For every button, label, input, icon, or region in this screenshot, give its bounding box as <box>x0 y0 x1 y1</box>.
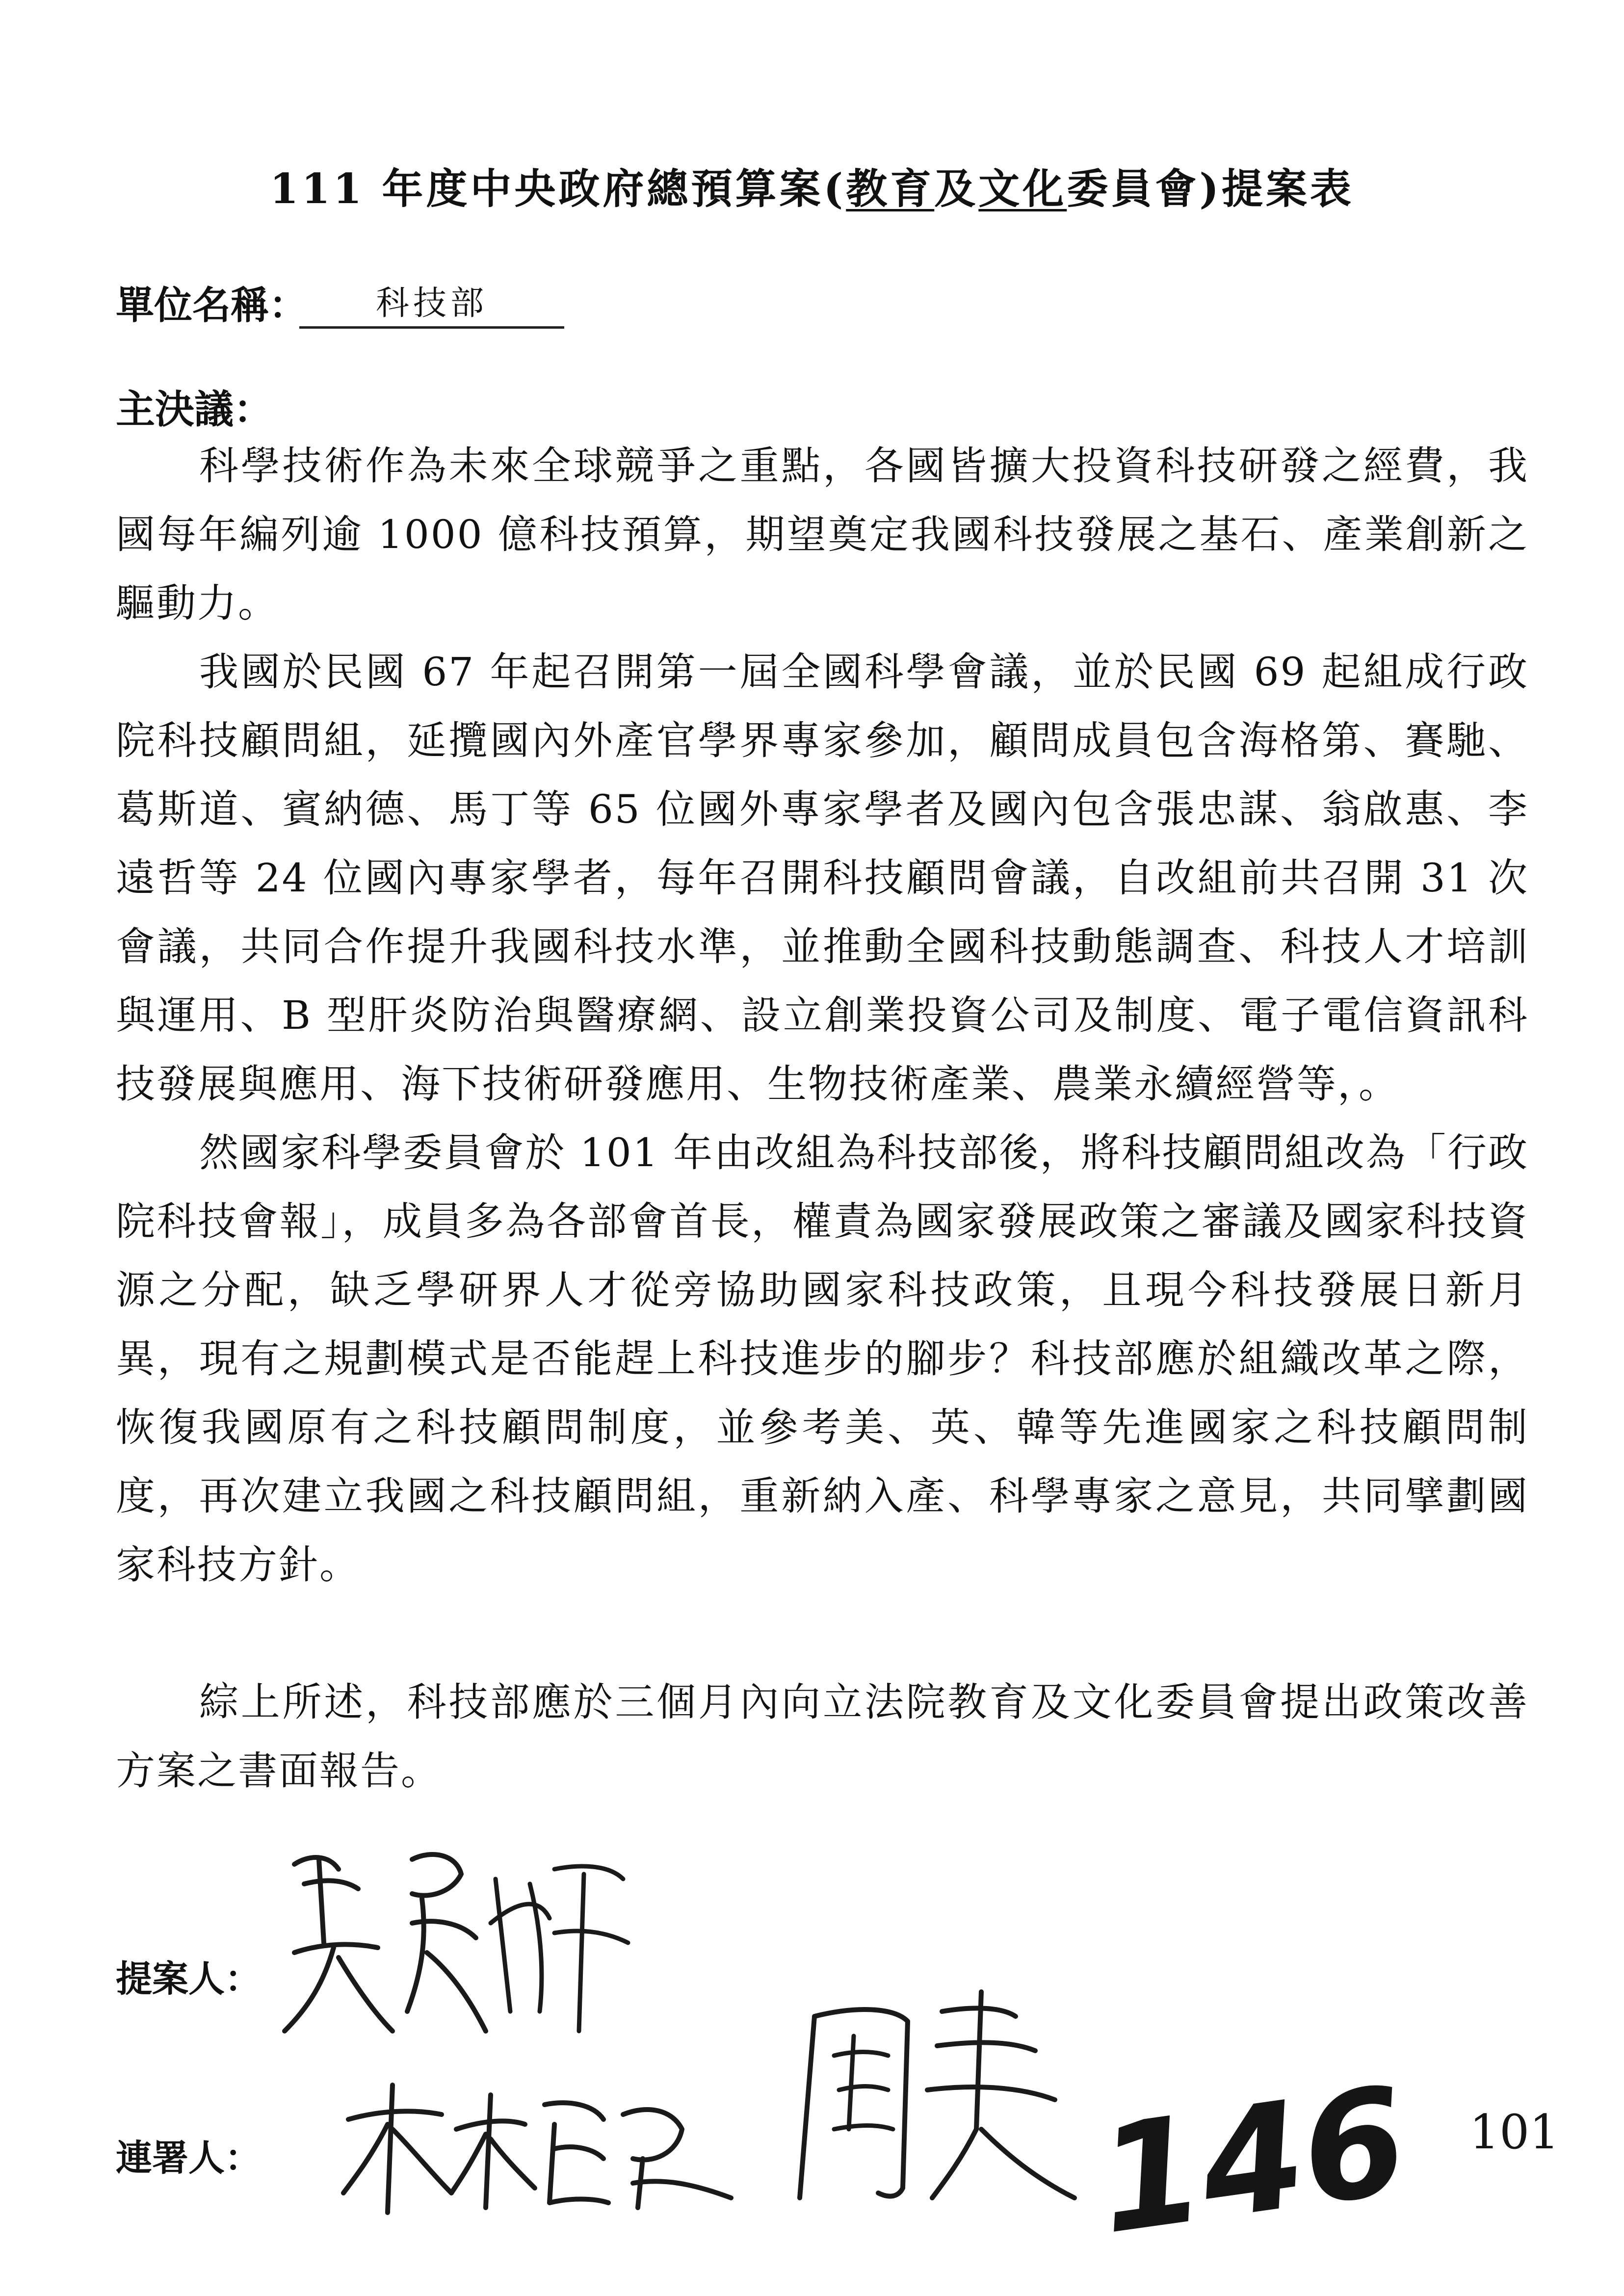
proposer-signature <box>265 1825 638 2061</box>
unit-label: 單位名稱： <box>116 283 308 328</box>
proposer-label: 提案人： <box>116 1958 261 2000</box>
title-underlined-culture: 文化 <box>978 164 1067 213</box>
main-resolution-label: 主決議： <box>116 386 273 432</box>
cosigner-label: 連署人： <box>116 2137 261 2179</box>
paragraph-4: 綜上所述，科技部應於三個月內向立法院教育及文化委員會提出政策改善方案之書面報告。 <box>116 1679 1529 1794</box>
cosigner-signature-2 <box>780 1982 1094 2218</box>
handwritten-number: 146 <box>1088 2055 1417 2267</box>
title-prefix: 111 年度中央政府總預算案( <box>269 164 846 213</box>
page-number: 101 <box>1469 2105 1560 2160</box>
title-middle: 及 <box>934 164 979 213</box>
title-underlined-education: 教育 <box>846 164 935 213</box>
title-suffix: 委員會)提案表 <box>1067 164 1355 213</box>
paragraph-2: 我國於民國 67 年起召開第一屆全國科學會議，並於民國 69 起組成行政院科技顧問組，延攬國內外產官學界專家參加，顧問成員包含海格第、賽馳、葛斯道、賓納德、馬丁等 65 位國外專家學者及國內包含張忠謀、翁啟惠、李遠哲等 24 位國內專家學者，每年召開科技顧問會議，自改組前共召開 31 次會議，共同合作提升我國科技水準，並推動全國科技動態調查、科技人才培訓與運用、B 型肝炎防治與醫療網、設立創業投資公司及制度、電子電信資訊科技發展與應用、海下技術研發應用、生物技術產業、農業永續經營等，。 <box>116 649 1529 1107</box>
paragraph-3: 然國家科學委員會於 101 年由改組為科技部後，將科技顧問組改為「行政院科技會報」，成員多為各部會首長，權責為國家發展政策之審議及國家科技資源之分配，缺乏學研界人才從旁協助國家科技政策，且現今科技發展日新月異，現有之規劃模式是否能趕上科技進步的腳步？科技部應於組織改革之際，恢復我國原有之科技顧問制度，並參考美、英、韓等先進國家之科技顧問制度，再次建立我國之科技顧問組，重新納入產、科學專家之意見，共同擘劃國家科技方針。 <box>116 1130 1529 1588</box>
resolution-body <box>116 432 1529 1805</box>
document-title <box>0 156 1624 215</box>
paragraph-1: 科學技術作為未來全球競爭之重點，各國皆擴大投資科技研發之經費，我國每年編列逾 1000 億科技預算，期望奠定我國科技發展之基石、產業創新之驅動力。 <box>116 443 1529 626</box>
cosigner-signature-1 <box>339 2075 741 2222</box>
unit-value: 科技部 <box>299 277 564 329</box>
